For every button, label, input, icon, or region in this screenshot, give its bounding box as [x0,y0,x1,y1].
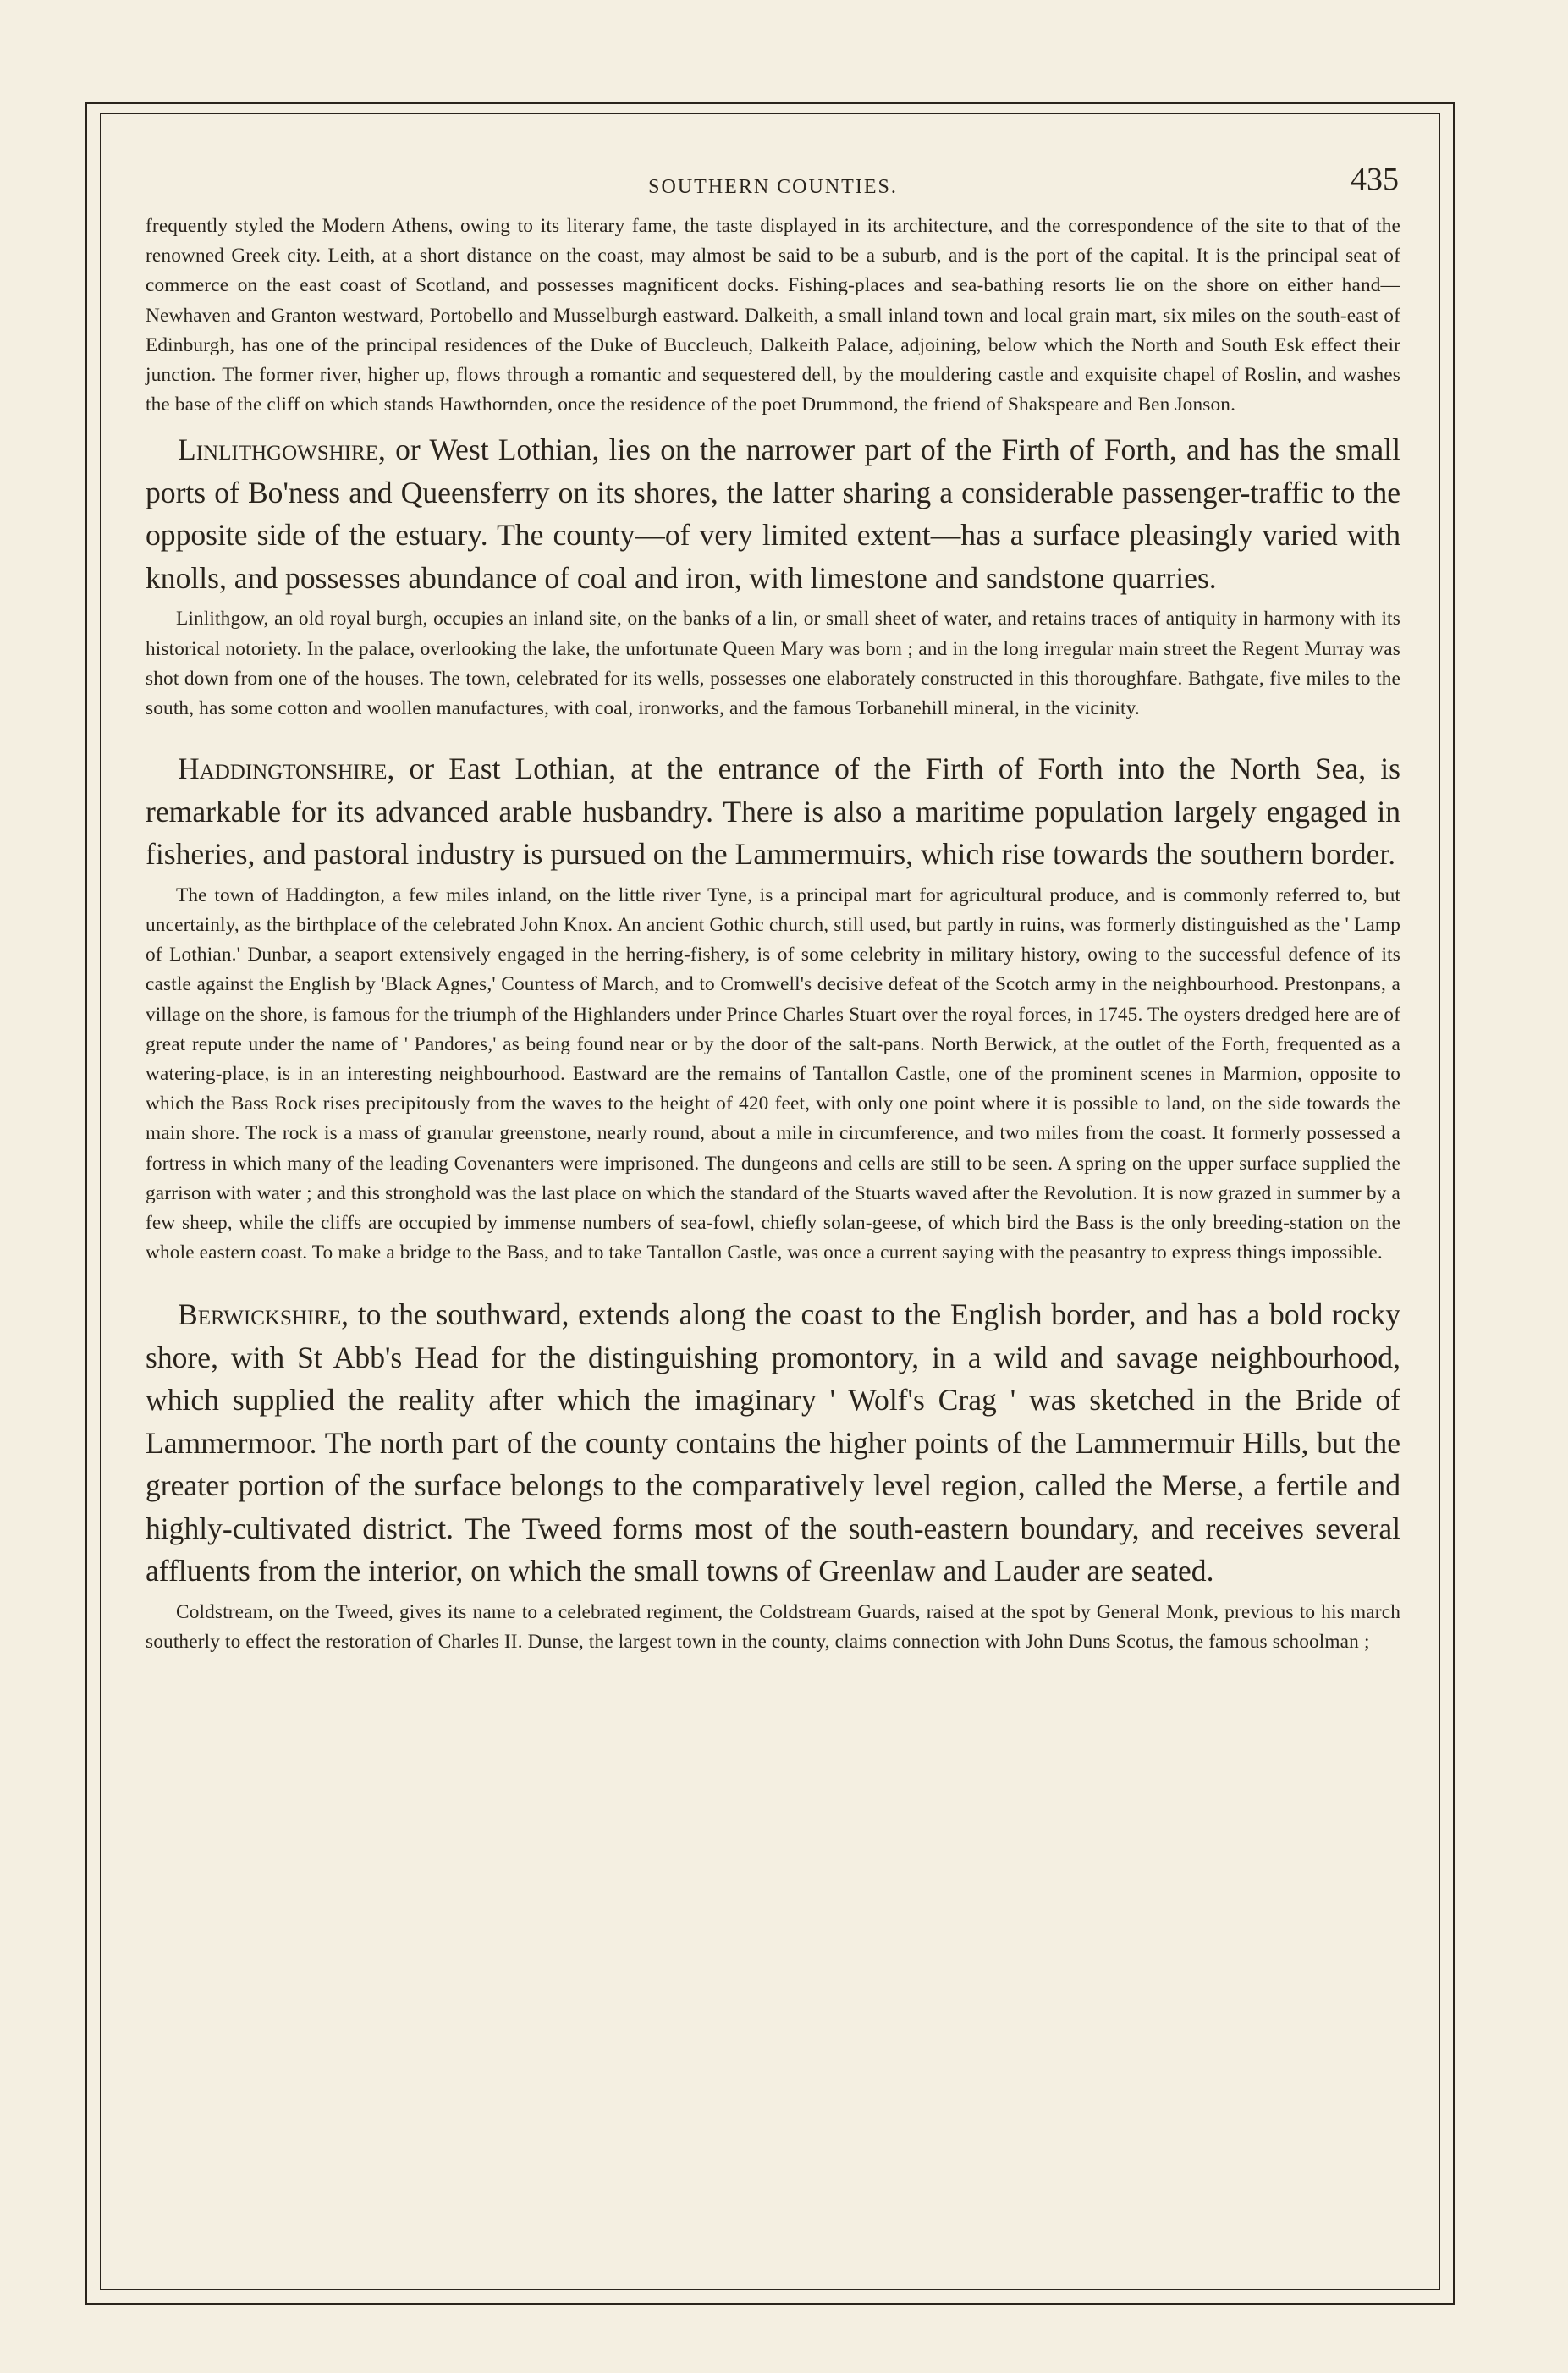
paragraph-linlithgow-detail: Linlithgow, an old royal burgh, occupies an inland site, on the banks of a lin, or small sheet of water, and retains traces of antiquity in harmony with its historical notoriety. In the palace, overlooking the lake, the unfortunate Queen Mary was born ; and in the long irregular main street the Regent Murray was shot down from one of the houses. The town, celebrated for its wells, possesses one elaborately constructed in this thoroughfare. Bathgate, five miles to the south, has some cotton and woollen manufactures, with coal, ironworks, and the famous Torbanehill mineral, in the vicinity. [146,608,1400,720]
paragraph-linlithgowshire [146,428,1400,599]
county-name-linlithgowshire: Linlithgowshire, [178,432,386,467]
county-name-haddingtonshire: Haddingtonshire, [178,752,395,786]
haddingtonshire-intro: or East Lothian, at the entrance of the Firth of Forth into the North Sea, is remarkable for its advanced arable husbandry. There is also a maritime population largely engaged in fisheries, and pastoral industry is pursued on the Lammermuirs, which rise towards the southern border. [146,752,1400,872]
berwickshire-intro: to the southward, extends along the coast to the English border, and has a bold rocky shore, with St Abb's Head for the distinguishing promontory, in a wild and savage neighbourhood, which supplied the reality after which the imaginary ' Wolf's Crag ' was sketched in the Bride of Lammermoor. The north part of the county contains the higher points of the Lammermuir Hills, but the greater portion of the surface belongs to the comparatively level region, called the Merse, a fertile and highly-cultivated district. The Tweed forms most of the south-eastern boundary, and receives several affluents from the interior, on which the small towns of Greenlaw and Lauder are seated. [146,1297,1400,1588]
paragraph-edinburgh-continued: frequently styled the Modern Athens, owing to its literary fame, the taste displayed in its architecture, and the correspondence of the site to that of the renowned Greek city. Leith, at a short distance on the coast, may almost be said to be a suburb, and is the port of the capital. It is the principal seat of commerce on the east coast of Scotland, and possesses magnificent docks. Fishing-places and sea-bathing resorts lie on the shore on either hand—Newhaven and Granton westward, Portobello and Musselburgh eastward. Dalkeith, a small inland town and local grain mart, six miles on the south-east of Edinburgh, has one of the principal residences of the Duke of Buccleuch, Dalkeith Palace, adjoining, below which the North and South Esk effect their junction. The former river, higher up, flows through a romantic and sequestered dell, by the mouldering castle and exquisite chapel of Roslin, and washes the base of the cliff on which stands Hawthornden, once the residence of the poet Drummond, the friend of Shakspeare and Ben Jonson. [146,215,1400,416]
paragraph-berwickshire-detail: Coldstream, on the Tweed, gives its name to a celebrated regiment, the Coldstream Guards, raised at the spot by General Monk, previous to his march southerly to effect the restoration of Charles II. Dunse, the largest town in the county, claims connection with John Duns Scotus, the famous schoolman ; [146,1600,1400,1654]
page-number: 435 [1351,162,1399,197]
linlithgowshire-intro: or West Lothian, lies on the narrower part of the Firth of Forth, and has the small ports of Bo'ness and Queensferry on its shores, the latter sharing a considerable passenger-traffic to the opposite side of the estuary. The county—of very limited extent—has a surface pleasingly varied with knolls, and possesses abundance of coal and iron, with limestone and sandstone quarries. [146,432,1400,595]
running-head [146,161,1400,212]
running-title: SOUTHERN COUNTIES. [648,176,898,198]
paragraph-berwickshire [146,1293,1400,1593]
page-content [146,161,1400,1657]
county-name-berwickshire: Berwickshire, [178,1297,349,1332]
paragraph-haddingtonshire [146,747,1400,876]
paragraph-haddington-detail: The town of Haddington, a few miles inland, on the little river Tyne, is a principal mart for agricultural produce, and is commonly referred to, but uncertainly, as the birthplace of the celebrated John Knox. An ancient Gothic church, still used, but partly in ruins, was formerly distinguished as the ' Lamp of Lothian.' Dunbar, a seaport extensively engaged in the herring-fishery, is of some celebrity in military history, owing to the successful defence of its castle against the English by 'Black Agnes,' Countess of March, and to Cromwell's decisive defeat of the Scotch army in the neighbourhood. Prestonpans, a village on the shore, is famous for the triumph of the Highlanders under Prince Charles Stuart over the royal forces, in 1745. The oysters dredged here are of great repute under the name of ' Pandores,' as being found near or by the door of the salt-pans. North Berwick, at the outlet of the Forth, frequented as a watering-place, is in an interesting neighbourhood. Eastward are the remains of Tantallon Castle, one of the prominent scenes in Marmion, opposite to which the Bass Rock rises precipitously from the waves to the height of 420 feet, with only one point where it is possible to land, on the side towards the main shore. The rock is a mass of granular greenstone, nearly round, about a mile in circumference, and two miles from the coast. It formerly possessed a fortress in which many of the leading Covenanters were imprisoned. The dungeons and cells are still to be seen. A spring on the upper surface supplied the garrison with water ; and this stronghold was the last place on which the standard of the Stuarts waved after the Revolution. It is now grazed in summer by a few sheep, while the cliffs are occupied by immense numbers of sea-fowl, chiefly solan-geese, of which bird the Bass is the only breeding-station on the whole eastern coast. To make a bridge to the Bass, and to take Tantallon Castle, was once a current saying with the peasantry to express things impossible. [146,884,1400,1264]
